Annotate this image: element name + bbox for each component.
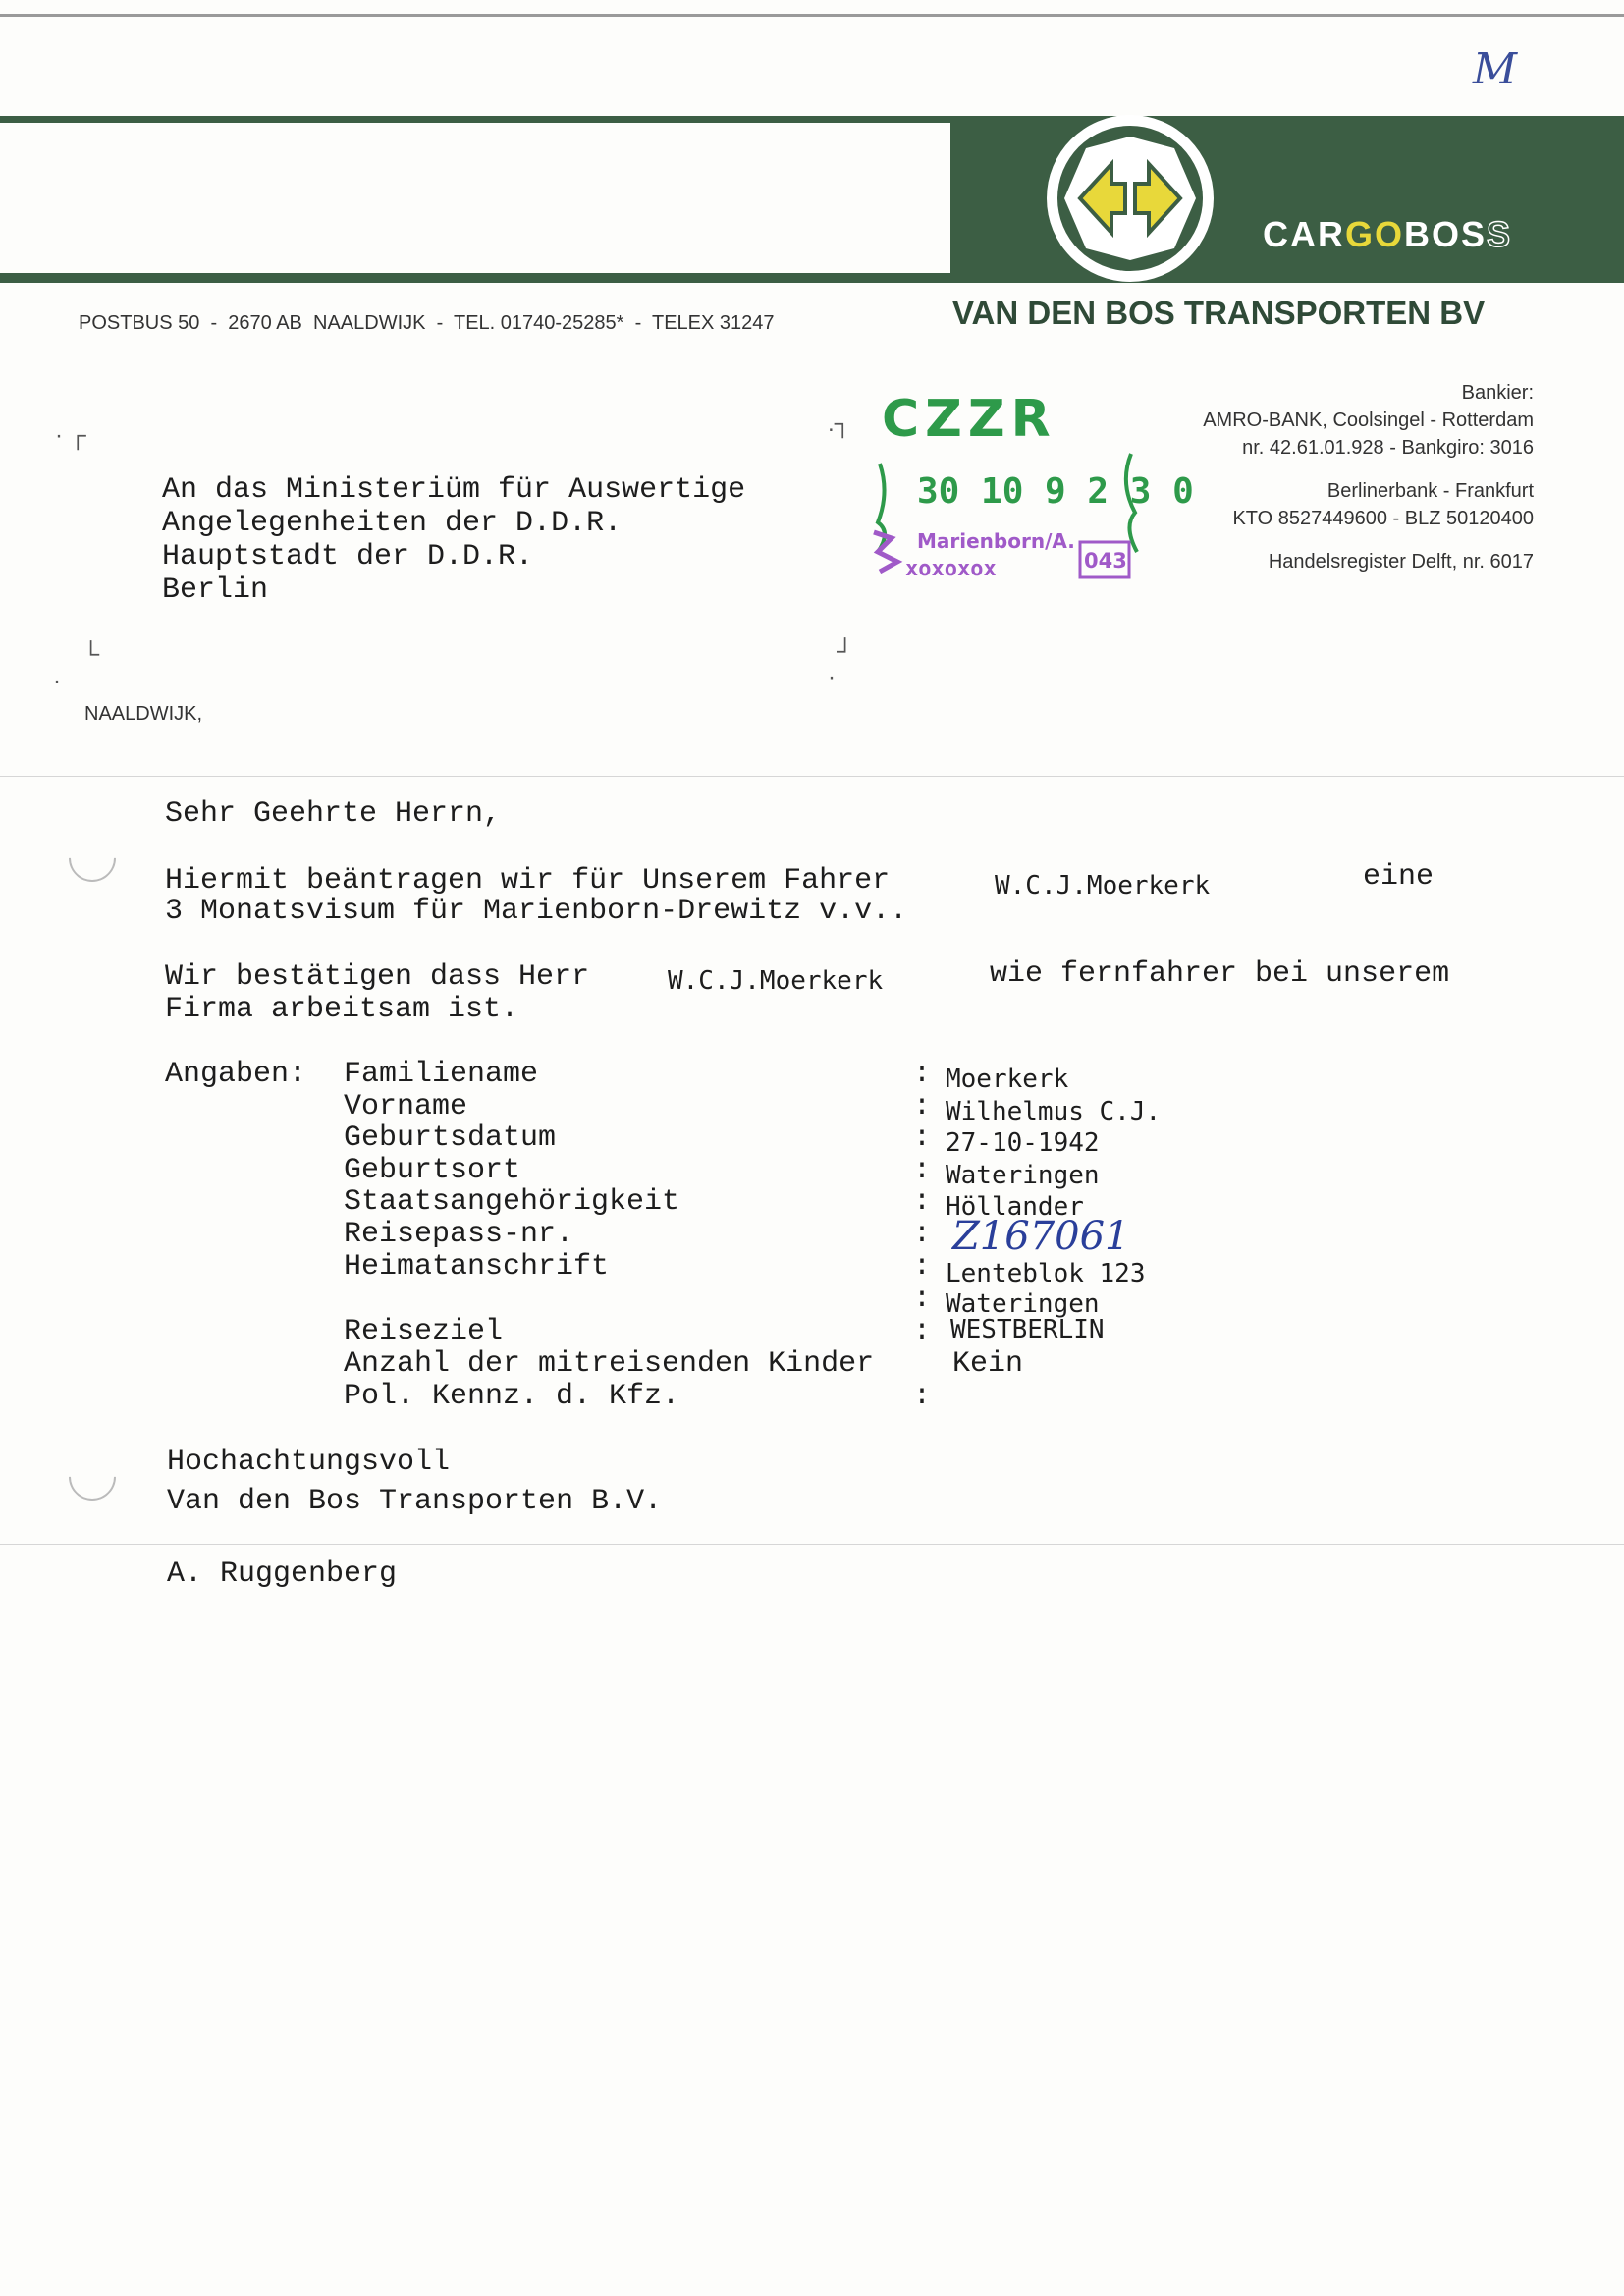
confirm-text: Wir bestätigen dass Herr (165, 960, 590, 994)
stamp-place: Marienborn/A. (917, 529, 1075, 553)
top-rule (0, 14, 1624, 17)
detail-colon: : (913, 1090, 932, 1123)
detail-value: Moerkerk (946, 1065, 1069, 1094)
detail-colon: : (913, 1218, 932, 1251)
visa-text: 3 Monatsvisum für Marienborn-Drewitz v.v.. (165, 895, 908, 928)
corner-mark-bottom-left: └ (82, 641, 100, 668)
brand-car: CAR (1263, 214, 1345, 254)
detail-label: Reiseziel (344, 1315, 504, 1348)
detail-colon: : (913, 1315, 932, 1348)
detail-value: Wateringen (946, 1289, 1100, 1319)
stamp-date: 30 10 9 2 3 0 (917, 471, 1194, 512)
stamp-xs: xoxoxox (905, 557, 997, 581)
detail-value: Wateringen (946, 1161, 1100, 1190)
detail-label: Staatsangehörigkeit (344, 1185, 680, 1219)
brand-bos: BOS (1404, 214, 1488, 254)
detail-colon: : (913, 1121, 932, 1155)
border-crossing-stamp (866, 385, 1194, 596)
bank-1: AMRO-BANK, Coolsingel - Rotterdam (1203, 410, 1534, 431)
detail-label: Anzahl der mitreisenden Kinder (344, 1347, 875, 1381)
detail-value: Lenteblok 123 (946, 1259, 1146, 1288)
bank-label: Bankier: (1461, 382, 1534, 404)
detail-colon: : (913, 1154, 932, 1187)
detail-colon: : (913, 1283, 932, 1316)
confirm-text-end: wie fernfahrer bei unserem (990, 957, 1450, 991)
detail-label: Geburtsdatum (344, 1121, 557, 1155)
detail-value: Höllander (946, 1192, 1084, 1222)
company-name: VAN DEN BOS TRANSPORTEN BV (952, 295, 1486, 331)
passport-number-handwritten: Z167061 (952, 1214, 1130, 1259)
postal-address: POSTBUS 50 - 2670 AB NAALDWIJK - TEL. 01740-25285* - TELEX 31247 (79, 312, 775, 334)
signer-name: A. Ruggenberg (167, 1558, 398, 1591)
employment-text: Firma arbeitsam ist. (165, 993, 519, 1026)
detail-colon: : (913, 1058, 932, 1091)
detail-label: Geburtsort (344, 1154, 521, 1187)
corner-mark-top-left: · ┌ (55, 422, 86, 449)
stamp-number: 043 (1084, 549, 1127, 573)
detail-colon: : (913, 1380, 932, 1413)
detail-value: Wilhelmus C.J. (946, 1097, 1162, 1126)
driver-name: W.C.J.Moerkerk (995, 871, 1211, 901)
dot-mark-right: · (828, 664, 836, 690)
driver-name-2: W.C.J.Moerkerk (668, 966, 884, 996)
detail-label: Vorname (344, 1090, 468, 1123)
fold-line (0, 776, 1624, 777)
recipient-line: Angelegenheiten der D.D.R. (162, 507, 623, 540)
recipient-line: Hauptstadt der D.D.R. (162, 540, 534, 574)
detail-colon: : (913, 1250, 932, 1284)
trade-register: Handelsregister Delft, nr. 6017 (1268, 551, 1534, 573)
bank-2-number: KTO 8527449600 - BLZ 50120400 (1232, 508, 1534, 529)
punch-hole (59, 1444, 126, 1510)
corner-mark-bottom-right: ┘ (837, 638, 854, 665)
handwritten-page-mark: M (1473, 44, 1518, 94)
bank-details (1203, 379, 1534, 575)
detail-value: WESTBERLIN (950, 1315, 1105, 1344)
detail-label: Heimatanschrift (344, 1250, 610, 1284)
detail-value: Kein (952, 1347, 1024, 1381)
request-text-end: eine (1363, 860, 1435, 894)
recipient-address (162, 473, 745, 607)
detail-label: Pol. Kennz. d. Kfz. (344, 1380, 680, 1413)
detail-label: Familiename (344, 1058, 539, 1091)
closing-company: Van den Bos Transporten B.V. (167, 1485, 663, 1518)
bank-1-number: nr. 42.61.01.928 - Bankgiro: 3016 (1242, 437, 1534, 459)
dot-mark-left: · (53, 668, 61, 694)
fold-line (0, 1544, 1624, 1545)
cargoboss-logo-icon (1047, 115, 1214, 282)
salutation: Sehr Geehrte Herrn, (165, 797, 502, 831)
corner-mark-top-right: .┐ (828, 410, 851, 437)
punch-hole (59, 825, 126, 892)
recipient-line: Berlin (162, 574, 269, 607)
brand-name (1263, 214, 1512, 255)
request-text: Hiermit beäntragen wir für Unserem Fahrer (165, 864, 891, 898)
bank-2: Berlinerbank - Frankfurt (1326, 480, 1534, 502)
recipient-line: An das Ministeriüm für Auswertige (162, 473, 746, 507)
detail-value: 27-10-1942 (946, 1128, 1100, 1158)
detail-colon: : (913, 1185, 932, 1219)
brand-s: S (1487, 214, 1513, 254)
details-intro: Angaben: (165, 1058, 307, 1091)
letterhead-address-window (0, 123, 950, 273)
stamp-header: CZZR (882, 390, 1056, 449)
brand-go: GO (1345, 214, 1405, 254)
place-of-writing: NAALDWIJK, (84, 703, 203, 725)
closing-greeting: Hochachtungsvoll (167, 1446, 451, 1479)
detail-label: Reisepass-nr. (344, 1218, 574, 1251)
